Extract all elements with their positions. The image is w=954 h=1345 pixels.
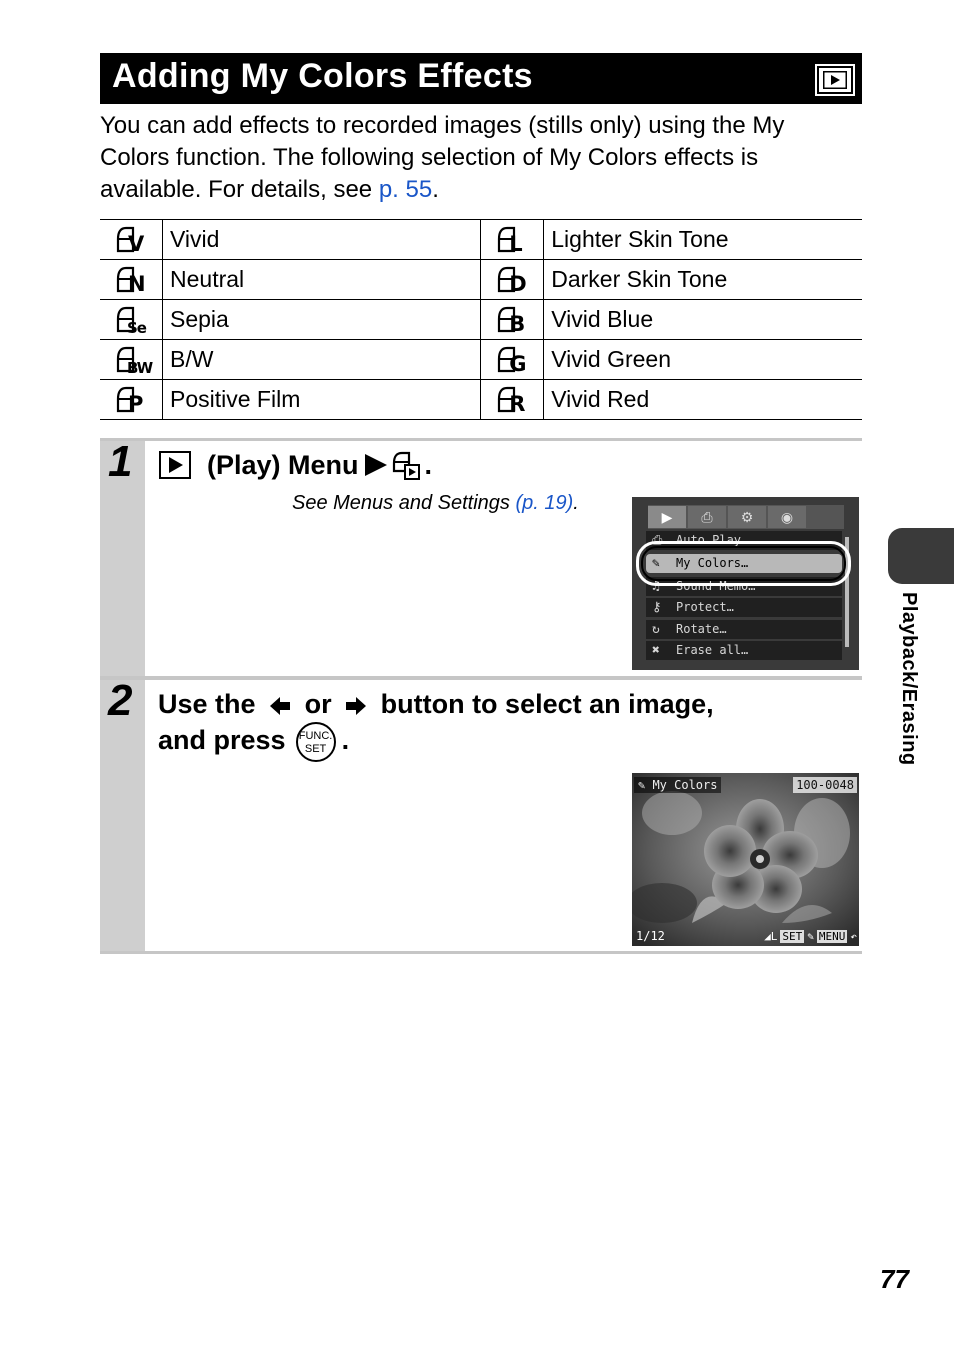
effect-label: Vivid Green [544,340,862,380]
effect-icon-cell [481,380,544,420]
chapter-label: Playback/Erasing [898,592,920,766]
step-2-heading [158,686,848,762]
my-colors-p-icon [116,385,146,415]
sound-memo-icon: ♫ [652,579,660,594]
set-chip: SET [782,930,803,943]
my-colors-l-icon [497,225,527,255]
icon-suffix: BW [127,358,153,377]
play-button-icon [159,451,191,479]
tab-print-icon: ⎙ [688,506,726,528]
page-55-link[interactable]: p. 55 [378,176,433,203]
icon-suffix: B [509,311,526,336]
my-colors-icon: ✎ [652,556,660,571]
my-colors-n-icon [116,265,146,295]
chapter-tab [888,528,954,584]
effect-icon-cell [481,220,544,260]
page-number: 77 [880,1264,909,1294]
menu-item[interactable] [646,620,842,639]
my-colors-b-icon [497,305,527,335]
effect-icon-cell [481,340,544,380]
step-2-or: or [304,689,332,719]
my-colors-se-icon [116,305,146,335]
my-colors-g-icon [497,345,527,375]
effect-icon-cell [100,260,163,300]
play-menu-label: (Play) Menu [207,449,359,480]
note-end: . [573,492,579,514]
selection-highlight [636,541,851,586]
mode-indicator: ✎ My Colors [634,777,721,793]
effect-label: Vivid Red [544,380,862,420]
my-colors-r-icon [497,385,527,415]
step-2-text: Use the [158,689,256,719]
step-2-period: . [341,725,350,756]
my-colors-play-icon [391,449,421,481]
icon-suffix: V [128,231,145,256]
page-title: Adding My Colors Effects [112,57,533,95]
icon-suffix: L [509,231,523,256]
page-19-link[interactable]: (p. 19) [515,492,574,514]
step-gutter [100,437,145,676]
trash-icon: ✖ [652,643,660,658]
size-label: L [770,930,778,943]
menu-item-label: Erase all… [676,643,749,657]
step-number: 1 [108,437,133,486]
menu-reference-note [292,492,579,515]
effect-label: Vivid Blue [544,300,862,340]
my-colors-icon: ✎ [807,930,814,943]
menu-item-label: Sound Memo… [676,579,756,593]
func-set-button-icon [296,722,336,762]
auto-play-icon: ⎙ [652,533,663,548]
step-2 [100,677,862,954]
status-bar [764,930,857,943]
step-2-line-2: and press [158,725,286,756]
step-1 [100,438,862,679]
menu-chip: MENU [818,930,846,943]
mode-label: My Colors [652,778,718,792]
right-arrow-icon [345,695,367,717]
menu-item-label: Protect… [676,600,734,614]
set-label: SET [304,743,327,755]
tab-setup-icon: ⚙ [728,506,766,528]
intro-end: . [432,176,439,203]
image-counter: 1/12 [636,929,665,943]
menu-item-label: Auto Play [676,533,742,547]
effect-label: Sepia [163,300,481,340]
icon-suffix: Se [127,318,146,337]
step-number: 2 [108,676,133,725]
func-label: FUNC. [298,730,333,742]
left-arrow-icon [269,695,291,717]
effect-icon-cell [100,380,163,420]
step-1-heading [159,449,432,481]
icon-suffix: R [509,391,526,416]
camera-playback-screen [632,773,859,946]
return-icon: ↶ [850,930,857,943]
icon-suffix: G [509,351,527,376]
effect-icon-cell [481,260,544,300]
menu-tabs [648,505,844,529]
effect-icon-cell [481,300,544,340]
my-colors-v-icon [116,225,146,255]
menu-item-label: Rotate… [676,622,727,636]
menu-item[interactable] [646,598,842,617]
arrow-right-icon [363,452,389,478]
icon-suffix: N [128,271,146,296]
menu-item[interactable] [646,641,842,660]
effect-label: Positive Film [163,380,481,420]
my-colors-effects-table [100,219,862,420]
tab-mycamera-icon: ◉ [768,506,806,528]
note-text: See Menus and Settings [292,492,516,514]
file-number: 100-0048 [793,777,857,793]
camera-menu-screen [632,497,859,670]
step-1-period: . [424,449,433,480]
menu-item-label: My Colors… [676,556,749,570]
step-2-text-end: button to select an image, [380,689,714,719]
rotate-icon: ↻ [652,622,660,637]
icon-suffix: D [509,271,527,296]
flower-photo [632,773,859,946]
effect-icon-cell [100,300,163,340]
intro-paragraph [100,110,860,206]
section-title-bar [100,53,862,104]
effects-row [100,300,862,340]
effects-row [100,260,862,300]
effect-label: Lighter Skin Tone [544,220,862,260]
playback-mode-icon [817,66,853,94]
intro-text: You can add effects to recorded images (stills only) using the My Colors function. The following selection of My Colors effects is available. For details, see [100,112,785,203]
effects-row [100,380,862,420]
effect-label: Darker Skin Tone [544,260,862,300]
effect-icon-cell [100,340,163,380]
effects-row [100,340,862,380]
effect-icon-cell [100,220,163,260]
icon-suffix: P [128,391,144,416]
effects-row [100,220,862,260]
effect-label: Vivid [163,220,481,260]
effect-label: B/W [163,340,481,380]
my-colors-d-icon [497,265,527,295]
step-gutter [100,676,145,951]
tab-play-icon: ▶ [648,506,686,528]
key-icon: ⚷ [652,600,662,615]
effect-label: Neutral [163,260,481,300]
my-colors-bw-icon [116,345,153,377]
image-size-icon: ◢L [764,930,778,943]
